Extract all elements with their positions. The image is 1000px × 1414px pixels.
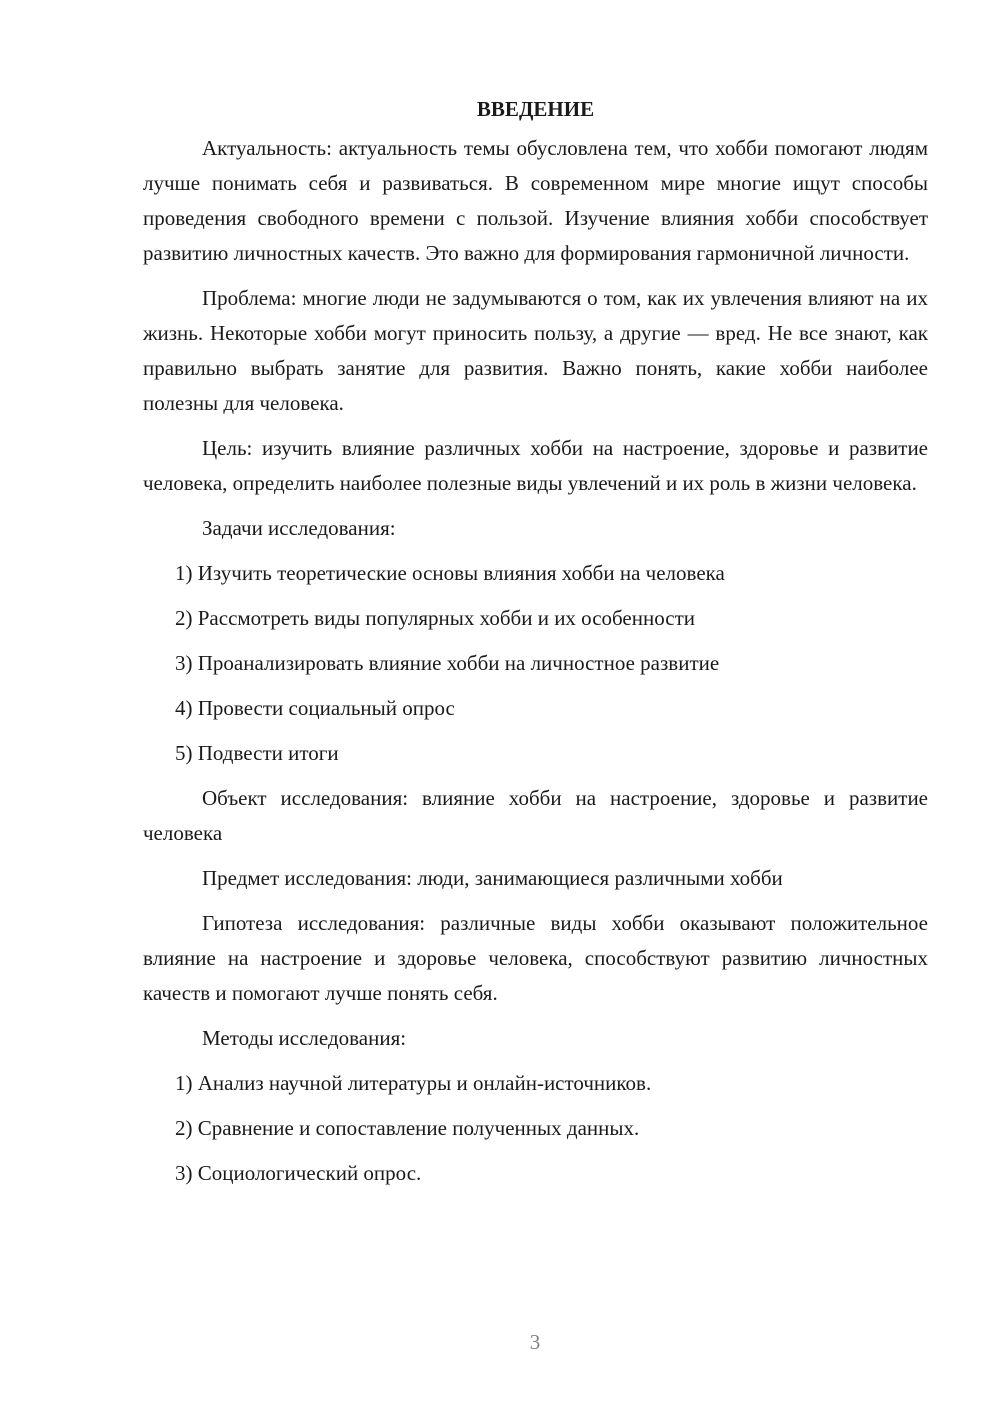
object-paragraph: Объект исследования: влияние хобби на настроение, здоровье и развитие человека bbox=[143, 786, 928, 845]
method-item-2: 2) Сравнение и сопоставление полученных данных. bbox=[175, 1116, 640, 1140]
page-number: 3 bbox=[529, 1330, 541, 1354]
task-item-1: 1) Изучить теоретические основы влияния хобби на человека bbox=[175, 561, 725, 585]
task-item-5: 5) Подвести итоги bbox=[175, 741, 339, 765]
method-item-3: 3) Социологический опрос. bbox=[175, 1161, 422, 1185]
relevance-paragraph: Актуальность: актуальность темы обусловлена тем, что хобби помогают людям лучше понимать себя и развиваться. В современном мире многие ищут способы проведения свободного времени с пользой. Изучение влияния хобби способствует развитию личностных качеств. Это важно для формирования гармоничной личности. bbox=[143, 136, 928, 265]
section-title: ВВЕДЕНИЕ bbox=[476, 97, 595, 121]
task-item-3: 3) Проанализировать влияние хобби на личностное развитие bbox=[175, 651, 720, 675]
hypothesis-paragraph: Гипотеза исследования: различные виды хобби оказывают положительное влияние на настроение и здоровье человека, способствуют развитию личностных качеств и помогают лучше понять себя. bbox=[143, 911, 928, 1005]
methods-heading: Методы исследования: bbox=[202, 1026, 407, 1050]
document-page bbox=[143, 92, 928, 1201]
tasks-heading: Задачи исследования: bbox=[202, 516, 396, 540]
task-item-4: 4) Провести социальный опрос bbox=[175, 696, 455, 720]
problem-paragraph: Проблема: многие люди не задумываются о том, как их увлечения влияют на их жизнь. Некоторые хобби могут приносить пользу, а другие — вред. Не все знают, как правильно выбрать занятие для развития. Важно понять, какие хобби наиболее полезны для человека. bbox=[143, 286, 928, 415]
task-item-2: 2) Рассмотреть виды популярных хобби и их особенности bbox=[175, 606, 695, 630]
goal-paragraph: Цель: изучить влияние различных хобби на настроение, здоровье и развитие человека, определить наиболее полезные виды увлечений и их роль в жизни человека. bbox=[143, 436, 928, 495]
method-item-1: 1) Анализ научной литературы и онлайн-источников. bbox=[175, 1071, 652, 1095]
subject-paragraph: Предмет исследования: люди, занимающиеся различными хобби bbox=[202, 866, 783, 890]
